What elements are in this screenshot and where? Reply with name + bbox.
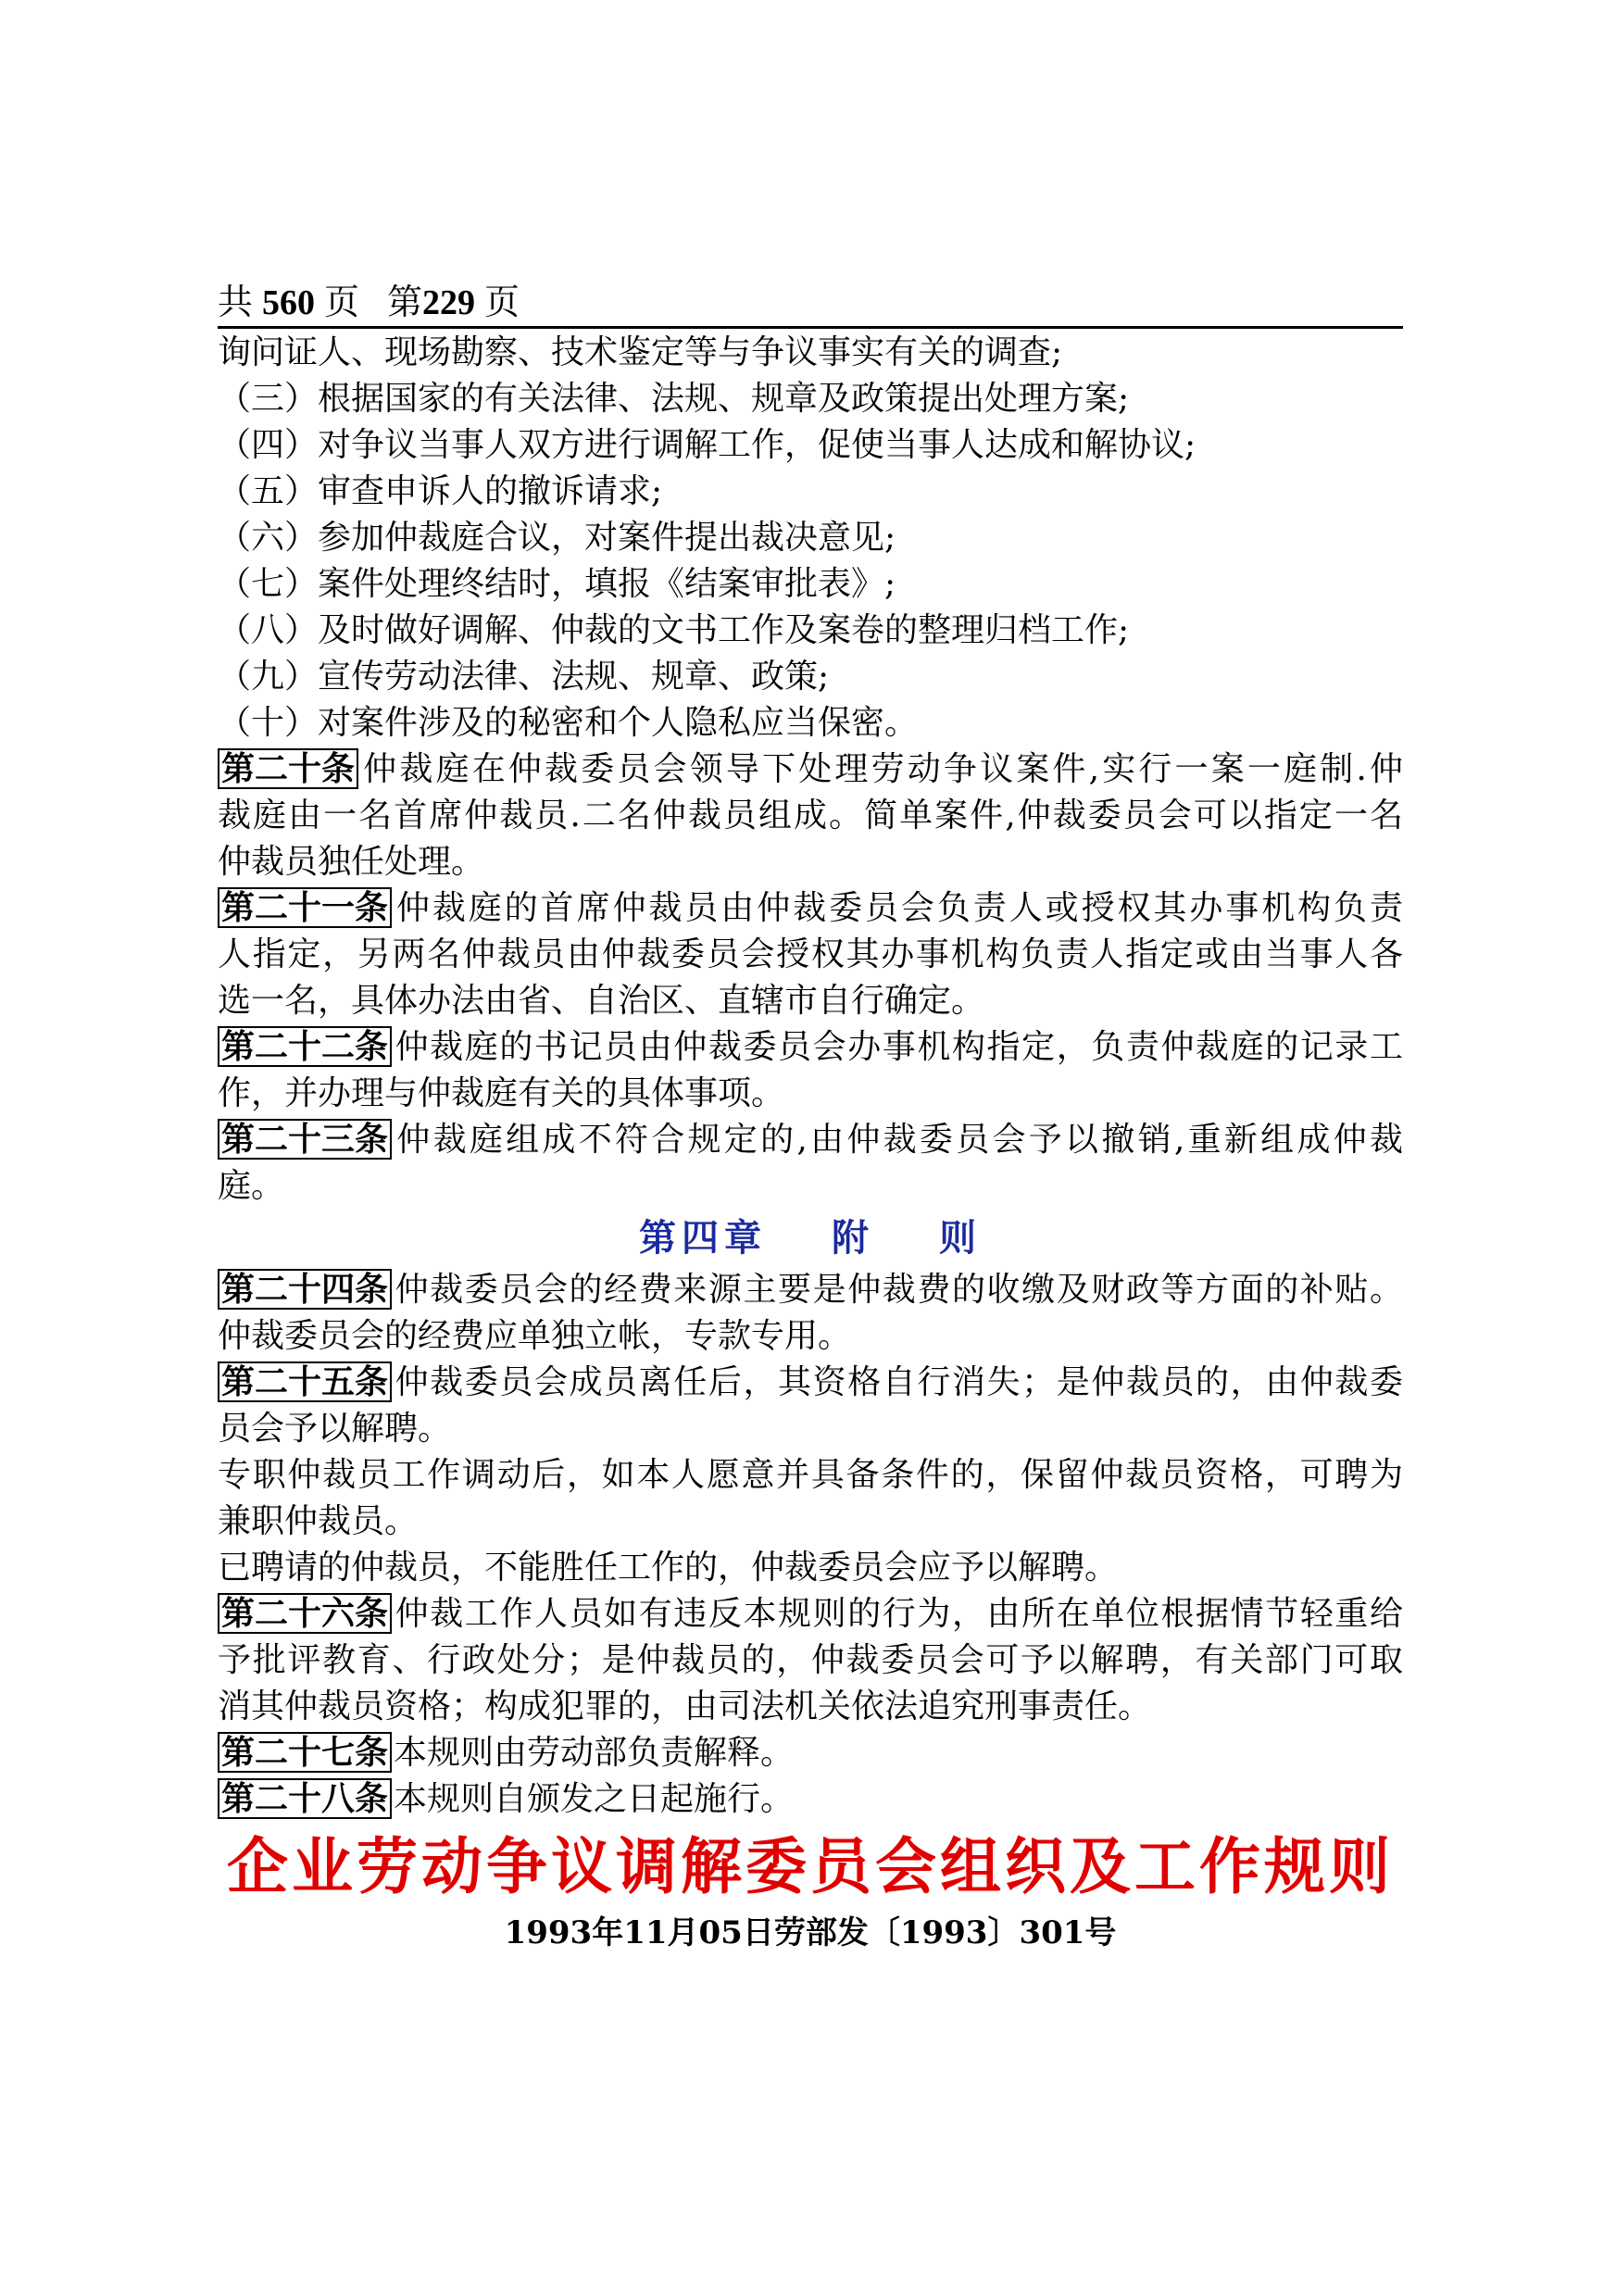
text-line bbox=[218, 1684, 1403, 1730]
text-line bbox=[218, 1267, 1403, 1313]
line-text: 专职仲裁员工作调动后，如本人愿意并具备条件的，保留仲裁员资格，可聘为 bbox=[218, 1456, 1403, 1494]
text-line bbox=[218, 1452, 1403, 1499]
line-text: 仲裁工作人员如有违反本规则的行为，由所在单位根据情节轻重给 bbox=[394, 1595, 1403, 1633]
text-line bbox=[218, 1591, 1403, 1637]
text-line bbox=[218, 1024, 1403, 1071]
text-line bbox=[218, 469, 1403, 515]
line-text: 员会予以解聘。 bbox=[218, 1410, 452, 1448]
text-line bbox=[218, 1545, 1403, 1591]
text-line bbox=[218, 561, 1403, 608]
total-prefix: 共 bbox=[218, 282, 254, 322]
article-number: 第二十二条 bbox=[218, 1026, 392, 1067]
text-line bbox=[218, 1776, 1403, 1823]
line-text: （三）根据国家的有关法律、法规、规章及政策提出处理方案; bbox=[218, 380, 1130, 418]
line-text: 仲裁庭的首席仲裁员由仲裁委员会负责人或授权其办事机构负责 bbox=[394, 889, 1403, 927]
text-line bbox=[218, 885, 1403, 932]
chapter-number: 第四章 bbox=[639, 1216, 767, 1260]
article-number: 第二十条 bbox=[218, 748, 358, 789]
line-text: （八）及时做好调解、仲裁的文书工作及案卷的整理归档工作; bbox=[218, 611, 1130, 649]
line-text: 予批评教育、行政处分；是仲裁员的，仲裁委员会可予以解聘，有关部门可取 bbox=[218, 1641, 1403, 1679]
line-text: 本规则由劳动部负责解释。 bbox=[394, 1734, 795, 1772]
text-line bbox=[218, 747, 1403, 793]
text-line bbox=[218, 1730, 1403, 1776]
text-line bbox=[218, 932, 1403, 978]
text-line bbox=[218, 839, 1403, 885]
next-document-subtitle: 1993年11月05日劳部发〔1993〕301号 bbox=[504, 1914, 1117, 1951]
article-number: 第二十七条 bbox=[218, 1732, 392, 1773]
text-line bbox=[218, 793, 1403, 839]
text-line bbox=[218, 700, 1403, 747]
total-pages: 560 bbox=[262, 283, 316, 322]
line-text: 消其仲裁员资格；构成犯罪的，由司法机关依法追究刑事责任。 bbox=[218, 1687, 1152, 1725]
current-page: 229 bbox=[422, 283, 476, 322]
line-text: 兼职仲裁员。 bbox=[218, 1502, 419, 1540]
article-number: 第二十五条 bbox=[218, 1361, 392, 1402]
text-line bbox=[218, 608, 1403, 654]
text-line bbox=[218, 1163, 1403, 1210]
article-number: 第二十四条 bbox=[218, 1269, 392, 1310]
line-text: 仲裁庭的书记员由仲裁委员会办事机构指定，负责仲裁庭的记录工 bbox=[394, 1028, 1403, 1066]
current-suffix: 页 bbox=[484, 282, 520, 322]
article-number: 第二十一条 bbox=[218, 887, 392, 928]
next-document-title: 企业劳动争议调解委员会组织及工作规则 bbox=[227, 1830, 1394, 1902]
page-header bbox=[218, 278, 1403, 329]
line-text: 仲裁庭在仲裁委员会领导下处理劳动争议案件,实行一案一庭制.仲 bbox=[360, 750, 1403, 788]
article-number: 第二十八条 bbox=[218, 1778, 392, 1819]
line-text: 仲裁庭组成不符合规定的,由仲裁委员会予以撤销,重新组成仲裁 bbox=[394, 1121, 1403, 1159]
line-text: （五）审查申诉人的撤诉请求; bbox=[218, 472, 663, 510]
text-line bbox=[218, 330, 1403, 376]
text-line bbox=[218, 1406, 1403, 1452]
line-text: 仲裁委员会的经费应单独立帐，专款专用。 bbox=[218, 1317, 852, 1355]
document-body bbox=[218, 330, 1403, 1823]
text-line bbox=[218, 1117, 1403, 1163]
line-text: 本规则自颁发之日起施行。 bbox=[394, 1780, 795, 1818]
line-text: 庭。 bbox=[218, 1167, 285, 1205]
article-number: 第二十三条 bbox=[218, 1119, 392, 1160]
line-text: 裁庭由一名首席仲裁员.二名仲裁员组成。简单案件,仲裁委员会可以指定一名 bbox=[218, 797, 1403, 834]
line-text: （十）对案件涉及的秘密和个人隐私应当保密。 bbox=[218, 704, 919, 742]
text-line bbox=[218, 1071, 1403, 1117]
line-text: 人指定，另两名仲裁员由仲裁委员会授权其办事机构负责人指定或由当事人各 bbox=[218, 935, 1403, 973]
text-line bbox=[218, 654, 1403, 700]
text-line bbox=[218, 1637, 1403, 1684]
article-number: 第二十六条 bbox=[218, 1593, 392, 1634]
text-line bbox=[218, 978, 1403, 1024]
line-text: （七）案件处理终结时，填报《结案审批表》; bbox=[218, 565, 896, 603]
chapter-name: 附 bbox=[832, 1216, 874, 1260]
line-text: （九）宣传劳动法律、法规、规章、政策; bbox=[218, 658, 830, 696]
line-text: 仲裁委员会成员离任后，其资格自行消失；是仲裁员的，由仲裁委 bbox=[394, 1363, 1403, 1401]
line-text: 选一名，具体办法由省、自治区、直辖市自行确定。 bbox=[218, 982, 985, 1020]
current-prefix: 第 bbox=[387, 282, 423, 322]
line-text: 作，并办理与仲裁庭有关的具体事项。 bbox=[218, 1074, 785, 1112]
line-text: 已聘请的仲裁员，不能胜任工作的，仲裁委员会应予以解聘。 bbox=[218, 1549, 1119, 1587]
text-line bbox=[218, 1499, 1403, 1545]
text-line bbox=[218, 1313, 1403, 1360]
text-line bbox=[218, 515, 1403, 561]
line-text: （四）对争议当事人双方进行调解工作，促使当事人达成和解协议; bbox=[218, 426, 1196, 464]
text-line bbox=[218, 1360, 1403, 1406]
chapter-name-2: 则 bbox=[939, 1216, 982, 1260]
chapter-heading bbox=[218, 1210, 1403, 1267]
text-line bbox=[218, 422, 1403, 469]
line-text: 仲裁委员会的经费来源主要是仲裁费的收缴及财政等方面的补贴。 bbox=[394, 1271, 1403, 1309]
total-suffix: 页 bbox=[324, 282, 360, 322]
text-line bbox=[218, 376, 1403, 422]
line-text: 询问证人、现场勘察、技术鉴定等与争议事实有关的调查; bbox=[218, 333, 1063, 371]
line-text: （六）参加仲裁庭合议，对案件提出裁决意见; bbox=[218, 519, 896, 557]
line-text: 仲裁员独任处理。 bbox=[218, 843, 485, 881]
